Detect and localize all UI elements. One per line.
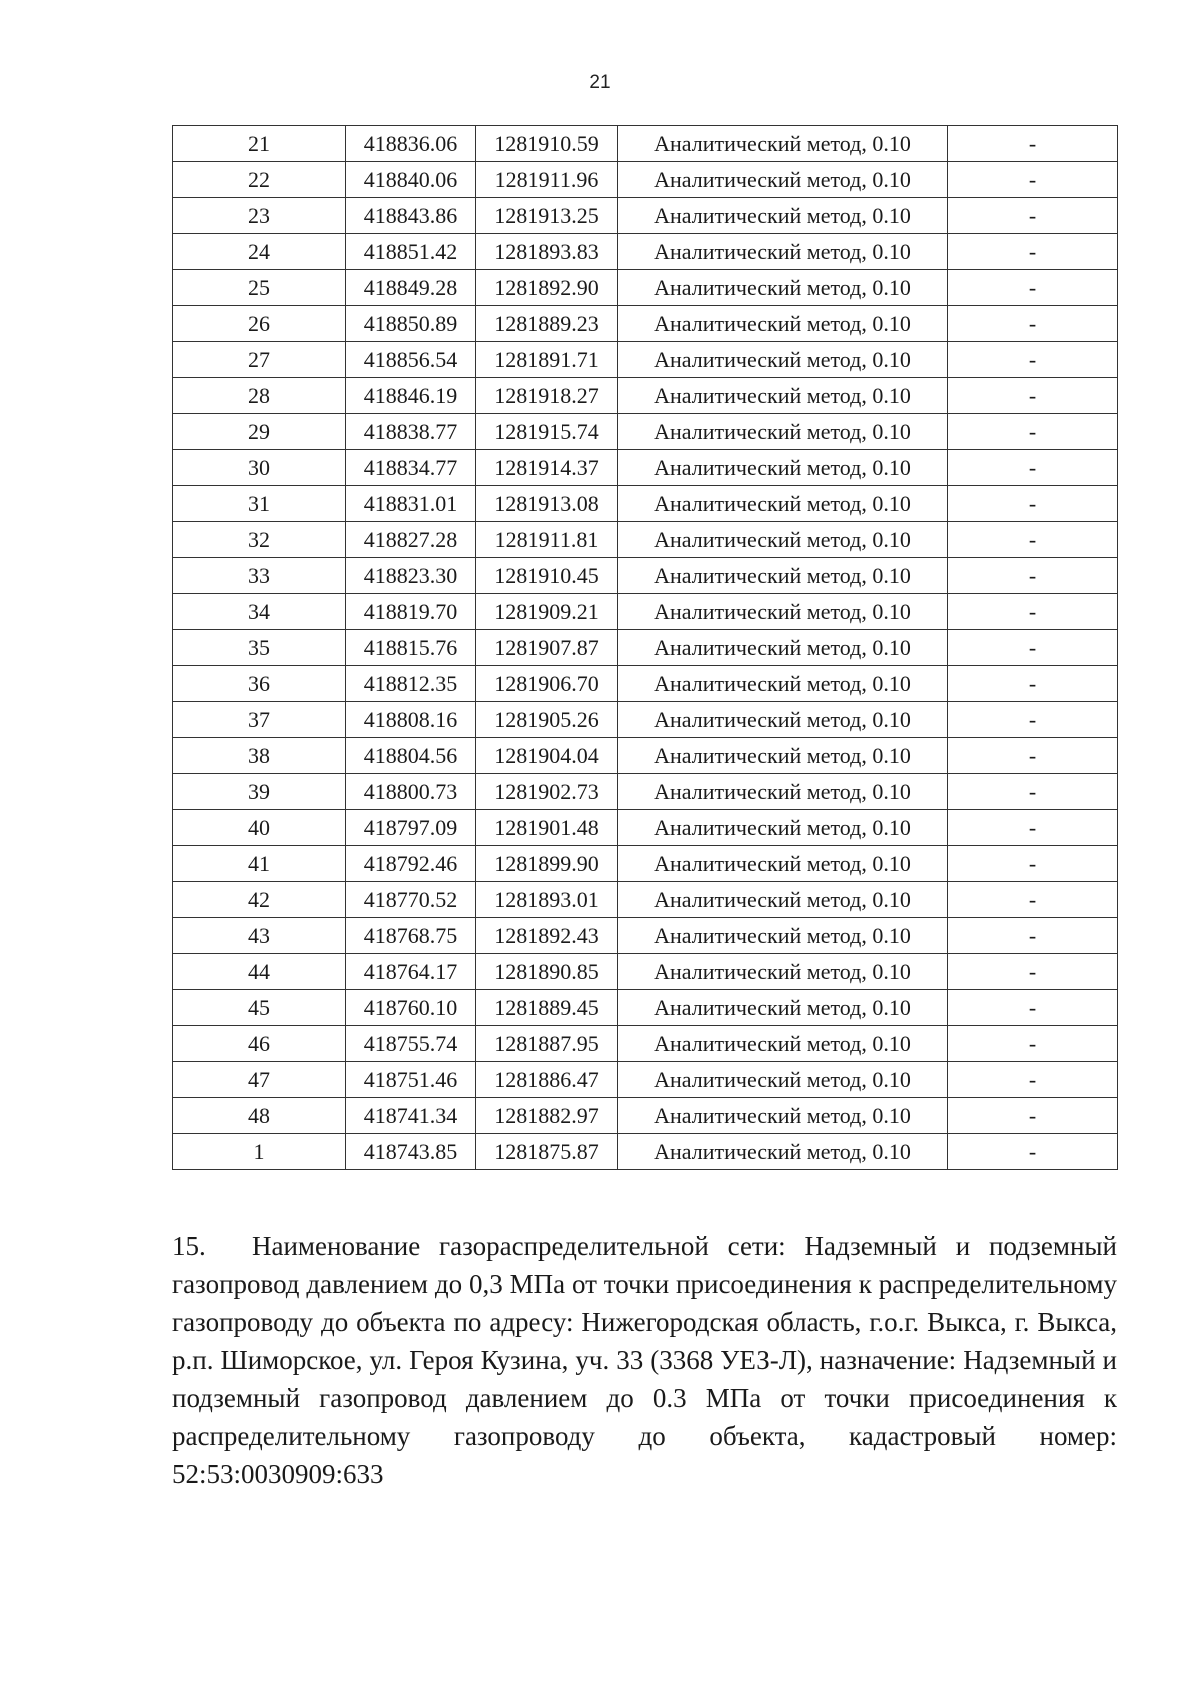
method-accuracy-cell: Аналитический метод, 0.10 bbox=[618, 486, 948, 522]
y-coordinate-cell: 1281893.01 bbox=[476, 882, 618, 918]
description-cell: - bbox=[948, 522, 1118, 558]
y-coordinate-cell: 1281892.43 bbox=[476, 918, 618, 954]
point-number-cell: 27 bbox=[173, 342, 346, 378]
table-row bbox=[173, 702, 1118, 738]
table-row bbox=[173, 594, 1118, 630]
description-cell: - bbox=[948, 594, 1118, 630]
method-accuracy-cell: Аналитический метод, 0.10 bbox=[618, 630, 948, 666]
y-coordinate-cell: 1281906.70 bbox=[476, 666, 618, 702]
method-accuracy-cell: Аналитический метод, 0.10 bbox=[618, 162, 948, 198]
table-row bbox=[173, 738, 1118, 774]
method-accuracy-cell: Аналитический метод, 0.10 bbox=[618, 954, 948, 990]
table-row bbox=[173, 810, 1118, 846]
description-cell: - bbox=[948, 630, 1118, 666]
table-row bbox=[173, 162, 1118, 198]
method-accuracy-cell: Аналитический метод, 0.10 bbox=[618, 594, 948, 630]
y-coordinate-cell: 1281886.47 bbox=[476, 1062, 618, 1098]
x-coordinate-cell: 418823.30 bbox=[346, 558, 476, 594]
point-number-cell: 22 bbox=[173, 162, 346, 198]
table-row bbox=[173, 522, 1118, 558]
y-coordinate-cell: 1281893.83 bbox=[476, 234, 618, 270]
x-coordinate-cell: 418797.09 bbox=[346, 810, 476, 846]
point-number-cell: 37 bbox=[173, 702, 346, 738]
table-row bbox=[173, 234, 1118, 270]
method-accuracy-cell: Аналитический метод, 0.10 bbox=[618, 774, 948, 810]
y-coordinate-cell: 1281901.48 bbox=[476, 810, 618, 846]
table-row bbox=[173, 126, 1118, 162]
table-row bbox=[173, 846, 1118, 882]
description-cell: - bbox=[948, 918, 1118, 954]
description-cell: - bbox=[948, 126, 1118, 162]
description-cell: - bbox=[948, 162, 1118, 198]
table-row bbox=[173, 990, 1118, 1026]
y-coordinate-cell: 1281892.90 bbox=[476, 270, 618, 306]
x-coordinate-cell: 418849.28 bbox=[346, 270, 476, 306]
method-accuracy-cell: Аналитический метод, 0.10 bbox=[618, 918, 948, 954]
point-number-cell: 31 bbox=[173, 486, 346, 522]
x-coordinate-cell: 418808.16 bbox=[346, 702, 476, 738]
y-coordinate-cell: 1281915.74 bbox=[476, 414, 618, 450]
description-cell: - bbox=[948, 414, 1118, 450]
y-coordinate-cell: 1281905.26 bbox=[476, 702, 618, 738]
method-accuracy-cell: Аналитический метод, 0.10 bbox=[618, 450, 948, 486]
y-coordinate-cell: 1281899.90 bbox=[476, 846, 618, 882]
description-cell: - bbox=[948, 198, 1118, 234]
method-accuracy-cell: Аналитический метод, 0.10 bbox=[618, 522, 948, 558]
table-row bbox=[173, 450, 1118, 486]
description-cell: - bbox=[948, 270, 1118, 306]
x-coordinate-cell: 418751.46 bbox=[346, 1062, 476, 1098]
method-accuracy-cell: Аналитический метод, 0.10 bbox=[618, 1062, 948, 1098]
table-row bbox=[173, 882, 1118, 918]
paragraph-number: 15. bbox=[172, 1231, 206, 1261]
y-coordinate-cell: 1281913.25 bbox=[476, 198, 618, 234]
description-cell: - bbox=[948, 234, 1118, 270]
method-accuracy-cell: Аналитический метод, 0.10 bbox=[618, 558, 948, 594]
x-coordinate-cell: 418827.28 bbox=[346, 522, 476, 558]
point-number-cell: 38 bbox=[173, 738, 346, 774]
method-accuracy-cell: Аналитический метод, 0.10 bbox=[618, 738, 948, 774]
description-cell: - bbox=[948, 306, 1118, 342]
method-accuracy-cell: Аналитический метод, 0.10 bbox=[618, 702, 948, 738]
x-coordinate-cell: 418743.85 bbox=[346, 1134, 476, 1170]
point-number-cell: 24 bbox=[173, 234, 346, 270]
method-accuracy-cell: Аналитический метод, 0.10 bbox=[618, 270, 948, 306]
x-coordinate-cell: 418764.17 bbox=[346, 954, 476, 990]
description-cell: - bbox=[948, 558, 1118, 594]
y-coordinate-cell: 1281889.45 bbox=[476, 990, 618, 1026]
point-number-cell: 28 bbox=[173, 378, 346, 414]
y-coordinate-cell: 1281907.87 bbox=[476, 630, 618, 666]
page-number: 21 bbox=[589, 72, 611, 93]
x-coordinate-cell: 418741.34 bbox=[346, 1098, 476, 1134]
method-accuracy-cell: Аналитический метод, 0.10 bbox=[618, 126, 948, 162]
table-row bbox=[173, 1134, 1118, 1170]
point-number-cell: 41 bbox=[173, 846, 346, 882]
x-coordinate-cell: 418755.74 bbox=[346, 1026, 476, 1062]
description-cell: - bbox=[948, 1026, 1118, 1062]
x-coordinate-cell: 418768.75 bbox=[346, 918, 476, 954]
method-accuracy-cell: Аналитический метод, 0.10 bbox=[618, 882, 948, 918]
description-cell: - bbox=[948, 1134, 1118, 1170]
point-number-cell: 35 bbox=[173, 630, 346, 666]
point-number-cell: 48 bbox=[173, 1098, 346, 1134]
y-coordinate-cell: 1281910.59 bbox=[476, 126, 618, 162]
method-accuracy-cell: Аналитический метод, 0.10 bbox=[618, 1098, 948, 1134]
point-number-cell: 33 bbox=[173, 558, 346, 594]
y-coordinate-cell: 1281914.37 bbox=[476, 450, 618, 486]
table-row bbox=[173, 1098, 1118, 1134]
table-row bbox=[173, 198, 1118, 234]
y-coordinate-cell: 1281911.81 bbox=[476, 522, 618, 558]
x-coordinate-cell: 418770.52 bbox=[346, 882, 476, 918]
description-cell: - bbox=[948, 342, 1118, 378]
y-coordinate-cell: 1281910.45 bbox=[476, 558, 618, 594]
point-number-cell: 47 bbox=[173, 1062, 346, 1098]
point-number-cell: 23 bbox=[173, 198, 346, 234]
point-number-cell: 45 bbox=[173, 990, 346, 1026]
method-accuracy-cell: Аналитический метод, 0.10 bbox=[618, 846, 948, 882]
x-coordinate-cell: 418815.76 bbox=[346, 630, 476, 666]
table-row bbox=[173, 486, 1118, 522]
table-row bbox=[173, 558, 1118, 594]
y-coordinate-cell: 1281913.08 bbox=[476, 486, 618, 522]
y-coordinate-cell: 1281882.97 bbox=[476, 1098, 618, 1134]
table-row bbox=[173, 954, 1118, 990]
description-cell: - bbox=[948, 1062, 1118, 1098]
y-coordinate-cell: 1281875.87 bbox=[476, 1134, 618, 1170]
coordinates-table bbox=[172, 125, 1118, 1170]
method-accuracy-cell: Аналитический метод, 0.10 bbox=[618, 306, 948, 342]
method-accuracy-cell: Аналитический метод, 0.10 bbox=[618, 666, 948, 702]
description-cell: - bbox=[948, 1098, 1118, 1134]
y-coordinate-cell: 1281890.85 bbox=[476, 954, 618, 990]
x-coordinate-cell: 418838.77 bbox=[346, 414, 476, 450]
table-row bbox=[173, 1062, 1118, 1098]
point-number-cell: 1 bbox=[173, 1134, 346, 1170]
table-row bbox=[173, 270, 1118, 306]
y-coordinate-cell: 1281904.04 bbox=[476, 738, 618, 774]
x-coordinate-cell: 418819.70 bbox=[346, 594, 476, 630]
table-row bbox=[173, 306, 1118, 342]
method-accuracy-cell: Аналитический метод, 0.10 bbox=[618, 810, 948, 846]
x-coordinate-cell: 418804.56 bbox=[346, 738, 476, 774]
method-accuracy-cell: Аналитический метод, 0.10 bbox=[618, 414, 948, 450]
x-coordinate-cell: 418840.06 bbox=[346, 162, 476, 198]
coordinates-table-body bbox=[173, 126, 1118, 1170]
x-coordinate-cell: 418831.01 bbox=[346, 486, 476, 522]
description-cell: - bbox=[948, 702, 1118, 738]
point-number-cell: 40 bbox=[173, 810, 346, 846]
point-number-cell: 42 bbox=[173, 882, 346, 918]
method-accuracy-cell: Аналитический метод, 0.10 bbox=[618, 990, 948, 1026]
description-cell: - bbox=[948, 486, 1118, 522]
table-row bbox=[173, 774, 1118, 810]
description-cell: - bbox=[948, 810, 1118, 846]
method-accuracy-cell: Аналитический метод, 0.10 bbox=[618, 234, 948, 270]
gas-network-paragraph bbox=[172, 1227, 1117, 1493]
point-number-cell: 44 bbox=[173, 954, 346, 990]
point-number-cell: 29 bbox=[173, 414, 346, 450]
method-accuracy-cell: Аналитический метод, 0.10 bbox=[618, 1134, 948, 1170]
x-coordinate-cell: 418800.73 bbox=[346, 774, 476, 810]
x-coordinate-cell: 418760.10 bbox=[346, 990, 476, 1026]
description-cell: - bbox=[948, 774, 1118, 810]
method-accuracy-cell: Аналитический метод, 0.10 bbox=[618, 1026, 948, 1062]
x-coordinate-cell: 418812.35 bbox=[346, 666, 476, 702]
table-row bbox=[173, 630, 1118, 666]
point-number-cell: 39 bbox=[173, 774, 346, 810]
x-coordinate-cell: 418851.42 bbox=[346, 234, 476, 270]
y-coordinate-cell: 1281909.21 bbox=[476, 594, 618, 630]
x-coordinate-cell: 418850.89 bbox=[346, 306, 476, 342]
table-row bbox=[173, 342, 1118, 378]
description-cell: - bbox=[948, 378, 1118, 414]
y-coordinate-cell: 1281891.71 bbox=[476, 342, 618, 378]
method-accuracy-cell: Аналитический метод, 0.10 bbox=[618, 378, 948, 414]
x-coordinate-cell: 418856.54 bbox=[346, 342, 476, 378]
y-coordinate-cell: 1281918.27 bbox=[476, 378, 618, 414]
description-cell: - bbox=[948, 954, 1118, 990]
table-row bbox=[173, 1026, 1118, 1062]
x-coordinate-cell: 418792.46 bbox=[346, 846, 476, 882]
point-number-cell: 30 bbox=[173, 450, 346, 486]
x-coordinate-cell: 418834.77 bbox=[346, 450, 476, 486]
paragraph-text: Наименование газораспределительной сети: Надземный и подземный газопровод давлением до 0,3 МПа от точки присоединения к распределительному газопроводу до объекта по адресу: Нижегородская область, г.о.г. Выкса, г. Выкса, р.п. Шиморское, ул. Героя Кузина, уч. 33 (3368 УЕЗ-Л), назначение: Надземный и подземный газопровод давлением до 0.3 МПа от точки присоединения к распределительному газопроводу до объекта, кадастровый номер: 52:53:0030909:633 bbox=[172, 1231, 1117, 1489]
x-coordinate-cell: 418846.19 bbox=[346, 378, 476, 414]
point-number-cell: 25 bbox=[173, 270, 346, 306]
point-number-cell: 26 bbox=[173, 306, 346, 342]
y-coordinate-cell: 1281911.96 bbox=[476, 162, 618, 198]
point-number-cell: 34 bbox=[173, 594, 346, 630]
method-accuracy-cell: Аналитический метод, 0.10 bbox=[618, 198, 948, 234]
description-cell: - bbox=[948, 846, 1118, 882]
x-coordinate-cell: 418843.86 bbox=[346, 198, 476, 234]
x-coordinate-cell: 418836.06 bbox=[346, 126, 476, 162]
description-cell: - bbox=[948, 990, 1118, 1026]
y-coordinate-cell: 1281887.95 bbox=[476, 1026, 618, 1062]
point-number-cell: 21 bbox=[173, 126, 346, 162]
description-cell: - bbox=[948, 450, 1118, 486]
table-row bbox=[173, 666, 1118, 702]
point-number-cell: 36 bbox=[173, 666, 346, 702]
description-cell: - bbox=[948, 666, 1118, 702]
description-cell: - bbox=[948, 882, 1118, 918]
point-number-cell: 46 bbox=[173, 1026, 346, 1062]
point-number-cell: 32 bbox=[173, 522, 346, 558]
method-accuracy-cell: Аналитический метод, 0.10 bbox=[618, 342, 948, 378]
table-row bbox=[173, 378, 1118, 414]
table-row bbox=[173, 414, 1118, 450]
y-coordinate-cell: 1281889.23 bbox=[476, 306, 618, 342]
y-coordinate-cell: 1281902.73 bbox=[476, 774, 618, 810]
table-row bbox=[173, 918, 1118, 954]
point-number-cell: 43 bbox=[173, 918, 346, 954]
description-cell: - bbox=[948, 738, 1118, 774]
